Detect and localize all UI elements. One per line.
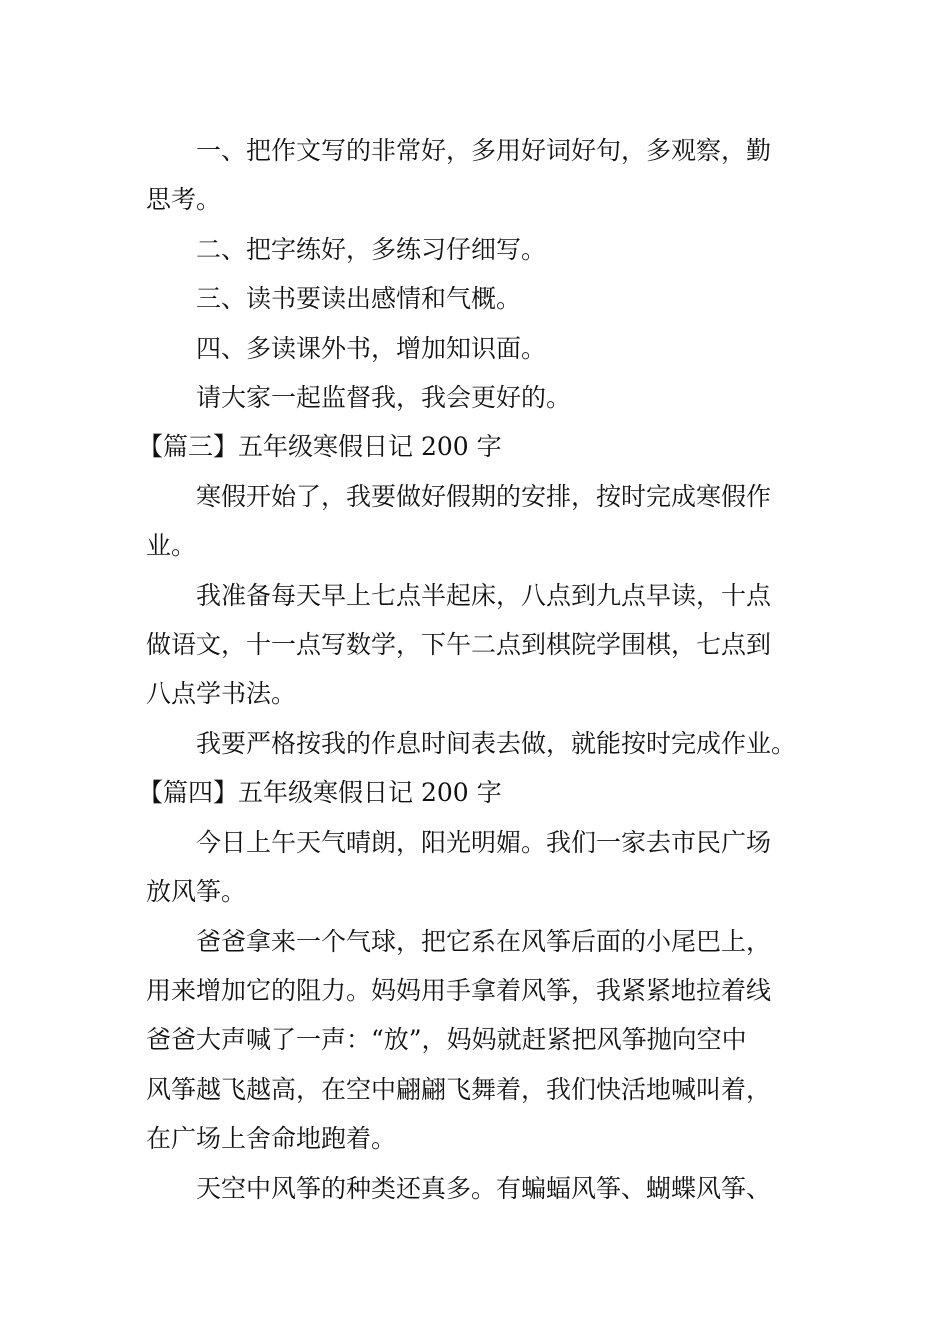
text-line: 爸爸拿来一个气球，把它系在风筝后面的小尾巴上， — [196, 926, 772, 956]
heading-text: 【篇四】五年级寒假日记 200 字 — [138, 778, 502, 808]
text-line: 我要严格按我的作息时间表去做，就能按时完成作业。 — [196, 728, 797, 758]
text-line: 二、把字练好，多练习仔细写。 — [196, 234, 547, 264]
paragraph — [146, 324, 806, 373]
text-line: 今日上午天气晴朗，阳光明媚。我们一家去市民广场 — [196, 827, 772, 857]
section-heading — [138, 422, 806, 471]
text-line: 风筝越飞越高，在空中翩翩飞舞着，我们快活地喊叫着， — [146, 1074, 772, 1104]
text-line: 一、把作文写的非常好，多用好词好句，多观察，勤 — [196, 136, 772, 165]
text-line: 我准备每天早上七点半起床，八点到九点早读，十点 — [196, 580, 772, 610]
text-line: 三、读书要读出感情和气概。 — [196, 284, 522, 314]
paragraph — [146, 1164, 806, 1213]
text-line: 八点学书法。 — [146, 679, 297, 709]
text-line: 爸爸大声喊了一声：“放”，妈妈就赶紧把风筝抛向空中 — [146, 1025, 747, 1055]
document-body — [138, 126, 806, 1213]
text-line: 请大家一起监督我，我会更好的。 — [196, 383, 572, 413]
text-line: 寒假开始了，我要做好假期的安排，按时完成寒假作 — [196, 481, 772, 511]
paragraph — [146, 571, 806, 719]
text-line: 四、多读课外书，增加知识面。 — [196, 333, 547, 363]
text-line: 做语文，十一点写数学，下午二点到棋院学围棋，七点到 — [146, 630, 772, 660]
paragraph — [146, 472, 806, 571]
text-line: 业。 — [146, 531, 197, 561]
text-line: 放风筝。 — [146, 877, 247, 907]
paragraph — [146, 373, 806, 422]
text-line: 思考。 — [146, 185, 222, 215]
section-heading — [138, 768, 806, 817]
text-line: 在广场上舍命地跑着。 — [146, 1124, 397, 1154]
paragraph — [146, 917, 806, 1164]
paragraph — [146, 225, 806, 274]
text-line: 天空中风筝的种类还真多。有蝙蝠风筝、蝴蝶风筝、 — [196, 1173, 772, 1203]
paragraph — [146, 719, 806, 768]
paragraph — [146, 818, 806, 917]
paragraph — [146, 274, 806, 323]
heading-text: 【篇三】五年级寒假日记 200 字 — [138, 432, 502, 462]
paragraph — [146, 126, 806, 225]
text-line: 用来增加它的阻力。妈妈用手拿着风筝，我紧紧地拉着线 — [146, 975, 772, 1005]
